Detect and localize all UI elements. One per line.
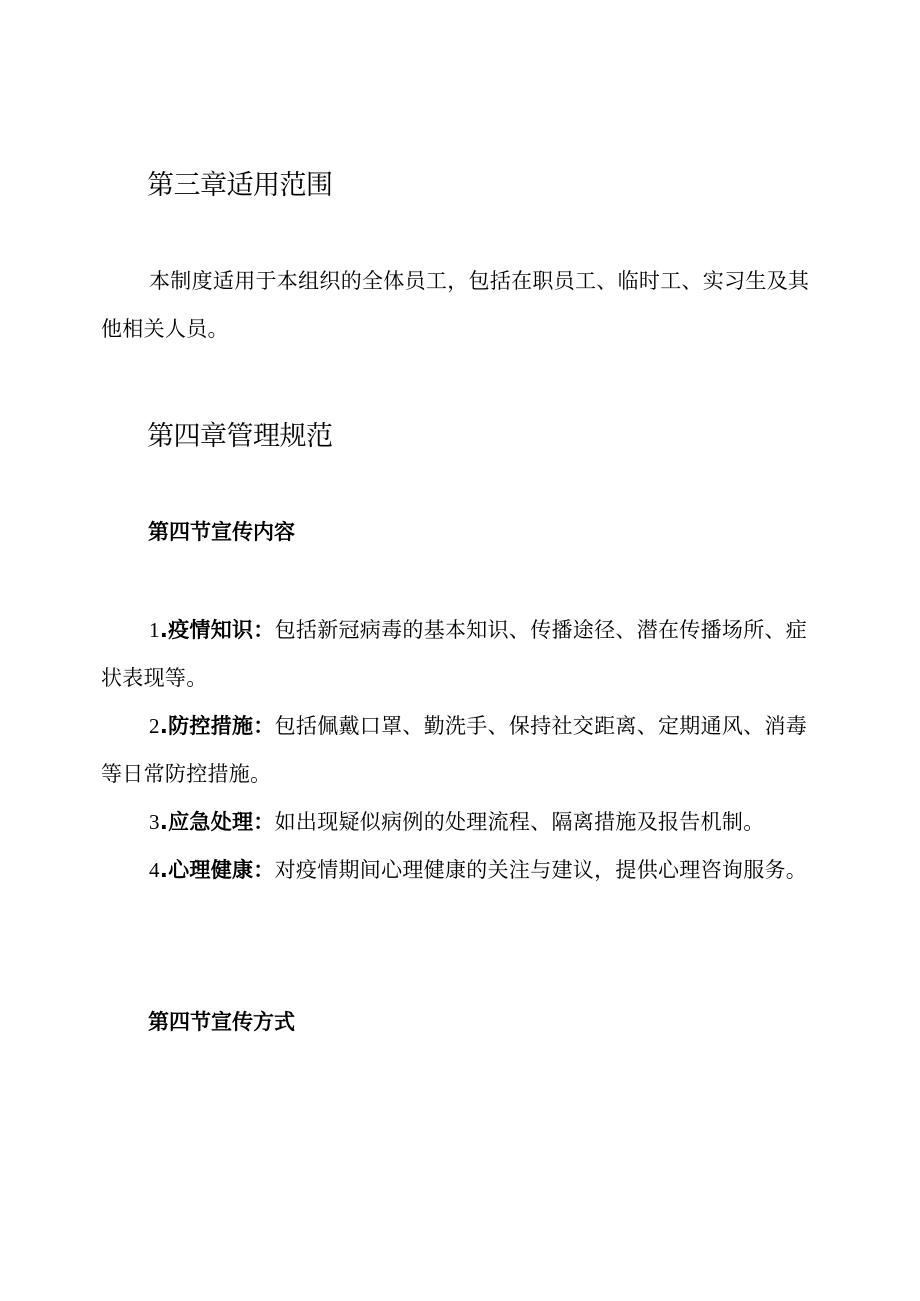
item-number: 1 [149, 618, 160, 642]
list-item-3 [101, 798, 821, 846]
list-item-1 [101, 606, 821, 702]
item-colon: ： [253, 858, 275, 882]
item-number: 4 [149, 858, 160, 882]
chapter-3-body: 本制度适用于本组织的全体员工，包括在职员工、临时工、实习生及其他相关人员。 [101, 269, 810, 341]
item-label: 疫情知识 [168, 618, 254, 642]
item-separator: . [159, 714, 169, 738]
list-item-2 [101, 702, 821, 798]
item-label: 应急处理 [168, 810, 254, 834]
item-text: 对疫情期间心理健康的关注与建议，提供心理咨询服务。 [274, 858, 808, 882]
item-separator: . [159, 618, 169, 642]
item-colon: ： [253, 618, 275, 642]
item-label: 心理健康 [168, 858, 254, 882]
item-colon: ： [253, 810, 275, 834]
chapter-3-title: 第三章适用范围 [147, 170, 333, 201]
list-item-4 [101, 846, 821, 894]
item-number: 2 [149, 714, 160, 738]
item-separator: . [159, 810, 169, 834]
item-text: 包括佩戴口罩、勤洗手、保持社交距离、定期通风、消毒等日常防控措施。 [101, 714, 808, 786]
item-text: 如出现疑似病例的处理流程、隔离措施及报告机制。 [274, 810, 765, 834]
item-label: 防控措施 [168, 714, 254, 738]
chapter-4-title: 第四章管理规范 [147, 421, 333, 452]
section-method-title: 第四节宣传方式 [148, 1010, 295, 1034]
item-colon: ： [253, 714, 275, 738]
item-separator: . [159, 858, 169, 882]
section-content-title: 第四节宣传内容 [148, 520, 295, 544]
item-text: 包括新冠病毒的基本知识、传播途径、潜在传播场所、症状表现等。 [101, 618, 808, 690]
item-number: 3 [149, 810, 160, 834]
